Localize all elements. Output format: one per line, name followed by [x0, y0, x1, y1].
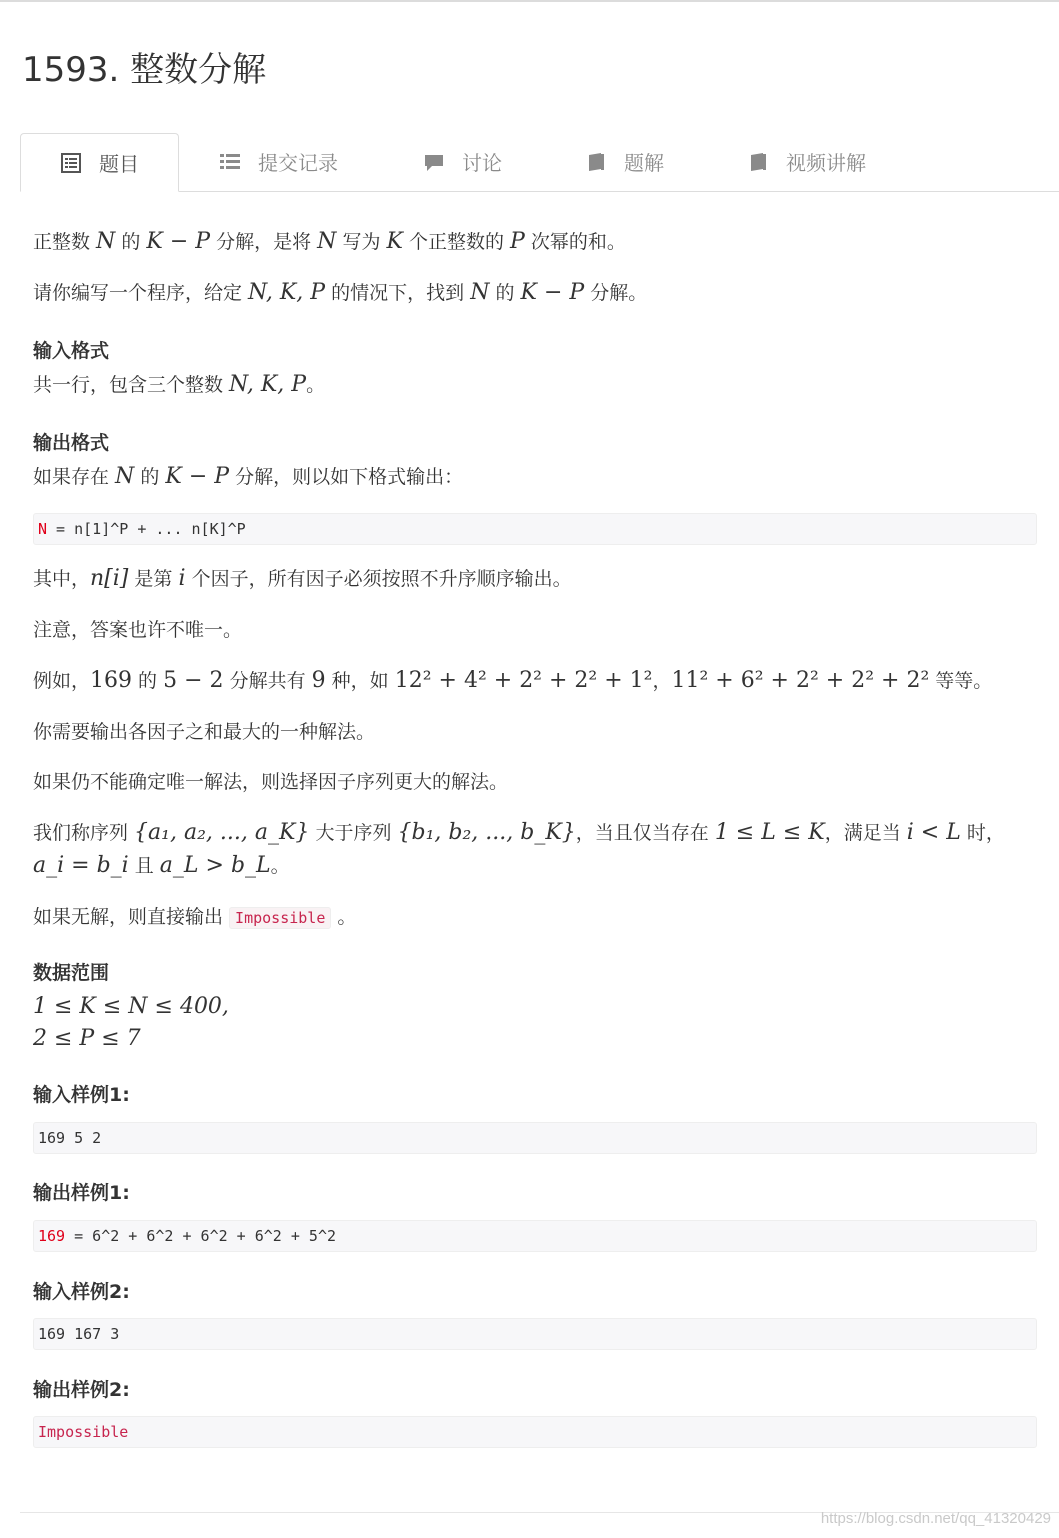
text: 等等。: [929, 670, 993, 692]
math: a_L > b_L: [159, 853, 271, 878]
text: 。: [270, 855, 290, 877]
text: 大于序列: [309, 822, 398, 844]
math: 1 ≤ L ≤ K: [714, 820, 825, 845]
speech-bubble-icon: [424, 152, 444, 172]
page-title: 1593. 整数分解: [22, 50, 267, 90]
tab-submissions[interactable]: [180, 133, 360, 190]
text: 是第: [128, 568, 179, 590]
order-paragraph-line-2: [33, 852, 290, 880]
tab-label: 题目: [99, 152, 139, 176]
code-number: 169: [38, 1227, 66, 1245]
math: i: [178, 566, 186, 591]
text: 请你编写一个程序，给定: [33, 282, 249, 304]
math: i < L: [906, 820, 961, 845]
math: K − P: [165, 464, 230, 489]
math: N: [96, 229, 116, 254]
math: 169: [90, 668, 133, 693]
max-sum-paragraph: 你需要输出各因子之和最大的一种解法。: [33, 721, 376, 743]
book-icon: [748, 152, 768, 172]
math: n[i]: [90, 566, 129, 591]
text: ，: [652, 670, 672, 692]
output-format-code: [33, 513, 1037, 545]
example-paragraph: [33, 667, 992, 695]
math: 11² + 6² + 2² + 2² + 2²: [671, 668, 930, 693]
description-paragraph-2: [33, 279, 647, 307]
text: 如果存在: [33, 466, 116, 488]
text: 的: [132, 670, 164, 692]
text: 分解，则以如下格式输出：: [229, 466, 464, 488]
code-text: = 6^2 + 6^2 + 6^2 + 6^2 + 5^2: [65, 1227, 337, 1245]
text: 的: [134, 466, 166, 488]
text: 分解，是将: [210, 231, 318, 253]
math: 12² + 4² + 2² + 2² + 1²: [394, 668, 653, 693]
text: 个正整数的: [402, 231, 511, 253]
text: 种，如: [325, 670, 395, 692]
sample-output-2-heading: 输出样例2:: [33, 1379, 130, 1401]
math: N, K, P: [248, 280, 326, 305]
tab-label: 提交记录: [258, 151, 338, 175]
impossible-paragraph: [33, 903, 356, 932]
math: a_i = b_i: [33, 853, 129, 878]
sample-input-1-code: 169 5 2: [33, 1122, 1037, 1154]
input-format-text: [33, 371, 325, 399]
math: 9: [311, 668, 326, 693]
math: K − P: [520, 280, 585, 305]
text: 的情况下，找到: [325, 282, 471, 304]
text: 且: [128, 855, 160, 877]
text: 其中，: [33, 568, 91, 590]
tab-solutions[interactable]: [546, 133, 696, 190]
text: 如果无解，则直接输出: [33, 906, 230, 928]
text: 我们称序列: [33, 822, 135, 844]
tab-label: 题解: [624, 151, 664, 175]
text: 分解。: [584, 282, 648, 304]
math: {b₁, b₂, ..., b_K}: [397, 820, 576, 845]
code-text: = n[1]^P + ... n[K]^P: [47, 520, 246, 538]
list-icon: [220, 152, 240, 172]
text: 共一行，包含三个整数: [33, 374, 230, 396]
note-paragraph: 注意，答案也许不唯一。: [33, 619, 243, 641]
order-paragraph-line-1: [33, 819, 1005, 847]
math: N: [317, 229, 337, 254]
tab-label: 讨论: [462, 151, 502, 175]
input-format-heading: 输入格式: [33, 340, 110, 362]
output-format-heading: 输出格式: [33, 432, 110, 454]
watermark: https://blog.csdn.net/qq_41320429: [820, 1510, 1051, 1527]
math: {a₁, a₂, ..., a_K}: [134, 820, 310, 845]
tab-discussion[interactable]: [384, 133, 534, 190]
range-line-2: 2 ≤ P ≤ 7: [33, 1026, 141, 1051]
book-icon: [586, 152, 606, 172]
math: K − P: [146, 229, 211, 254]
code-keyword: N: [38, 520, 48, 538]
tab-bar: [20, 133, 1059, 192]
math: 5 − 2: [163, 668, 224, 693]
top-border: [0, 0, 1059, 2]
tie-break-paragraph: 如果仍不能确定唯一解法，则选择因子序列更大的解法。: [33, 771, 509, 793]
text: 分解共有: [223, 670, 312, 692]
sample-output-1-code: [33, 1220, 1037, 1252]
sample-input-1-heading: 输入样例1:: [33, 1084, 130, 1106]
sample-output-1-heading: 输出样例1:: [33, 1182, 130, 1204]
math: N, K, P: [229, 372, 307, 397]
document-list-icon: [61, 153, 81, 173]
text: 的: [489, 282, 521, 304]
sample-input-2-heading: 输入样例2:: [33, 1281, 130, 1303]
tab-problem[interactable]: [20, 133, 179, 192]
text: ，满足当: [824, 822, 907, 844]
inline-code: Impossible: [229, 907, 331, 929]
output-format-text: [33, 463, 463, 491]
description-paragraph-1: [33, 228, 626, 256]
text: 次幂的和。: [524, 231, 626, 253]
text: 个因子，所有因子必须按照不升序顺序输出。: [185, 568, 572, 590]
tab-label: 视频讲解: [786, 151, 866, 175]
factor-paragraph: [33, 565, 572, 593]
math: N: [470, 280, 490, 305]
math: P: [510, 229, 525, 254]
tab-video[interactable]: [708, 133, 888, 190]
text: 写为: [336, 231, 387, 253]
sample-input-2-code: 169 167 3: [33, 1318, 1037, 1350]
range-line-1: 1 ≤ K ≤ N ≤ 400,: [33, 994, 229, 1019]
text: 。: [306, 374, 326, 396]
text: 正整数: [33, 231, 97, 253]
math: K: [386, 229, 403, 254]
text: 的: [115, 231, 147, 253]
text: ，当且仅当存在: [575, 822, 715, 844]
text: 例如，: [33, 670, 91, 692]
data-range-heading: 数据范围: [33, 962, 110, 984]
text: 时，: [960, 822, 1005, 844]
sample-output-2-code: Impossible: [33, 1416, 1037, 1448]
text: 。: [331, 906, 357, 928]
math: N: [115, 464, 135, 489]
